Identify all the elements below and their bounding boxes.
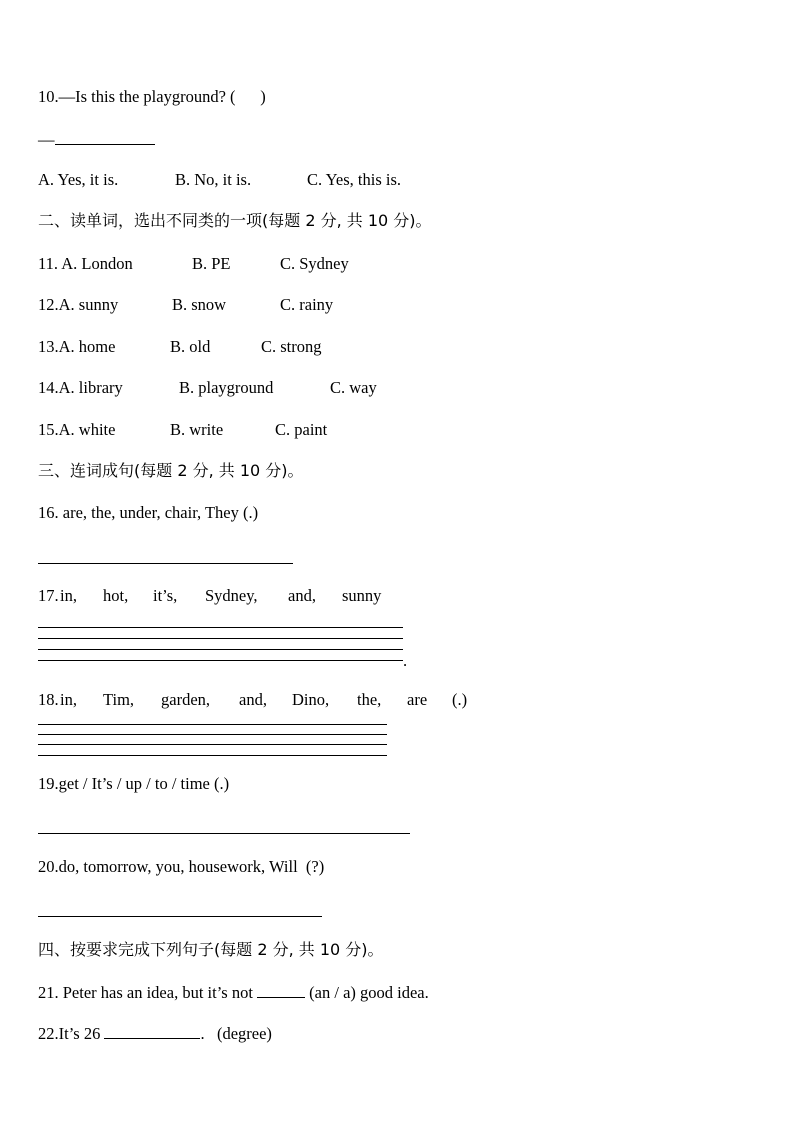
fill-in-blank [257,982,305,998]
question-15-option-c: C. paint [275,420,328,439]
question-17-end-period: . [403,651,408,670]
section-2-heading: 二、读单词，选出不同类的一项(每题 2 分, 共 10 分)。 [38,211,432,230]
question-10-option-a: A. Yes, it is. [38,170,119,189]
question-14 [38,378,123,398]
answer-line [38,638,403,639]
question-17-number: 17. [38,586,59,605]
question-13 [38,337,115,357]
question-11-option-c: C. Sydney [280,254,349,273]
question-22 [38,1023,272,1044]
option-a: A. home [58,337,116,356]
question-17-word: in, [60,586,77,605]
question-18-word: are [407,690,428,709]
option-a: A. sunny [58,295,119,314]
question-22-text-before: 22.It’s 26 [38,1024,105,1043]
answer-line [38,660,403,661]
question-18-number: 18. [38,690,59,709]
question-number: 12. [38,295,59,314]
question-10-answer-line [38,129,155,150]
question-10-stem: 10.—Is this the playground? ( ) [38,87,266,106]
question-22-text-after: . (degree) [200,1024,272,1043]
option-a: A. white [58,420,116,439]
question-18-word: Dino, [292,690,330,709]
question-20: 20.do, tomorrow, you, housework, Will (?) [38,857,325,876]
question-number: 13. [38,337,59,356]
answer-line [38,724,387,725]
option-a: A. London [61,254,133,273]
question-14-option-b: B. playground [179,378,274,397]
answer-line [38,916,322,917]
question-13-option-c: C. strong [261,337,322,356]
answer-line [38,833,410,834]
question-17-word: sunny [342,586,382,605]
question-12 [38,295,118,315]
option-a: A. library [58,378,123,397]
answer-line [38,734,387,735]
question-10-option-c: C. Yes, this is. [307,170,401,189]
answer-dash: — [38,130,55,149]
question-16: 16. are, the, under, chair, They (.) [38,503,259,522]
answer-line [38,649,403,650]
question-13-option-b: B. old [170,337,211,356]
question-21-text-after: (an / a) good idea. [305,983,429,1002]
question-17-word: and, [288,586,316,605]
question-18-word: Tim, [103,690,135,709]
question-15 [38,420,115,440]
question-17-word: Sydney, [205,586,258,605]
question-18-word: in, [60,690,77,709]
question-15-option-b: B. write [170,420,224,439]
question-18-word: garden, [161,690,211,709]
question-12-option-c: C. rainy [280,295,334,314]
question-number: 15. [38,420,59,439]
question-10-option-b: B. No, it is. [175,170,252,189]
question-14-option-c: C. way [330,378,377,397]
question-19: 19.get / It’s / up / to / time (.) [38,774,230,793]
question-18-word: (.) [452,690,468,709]
question-21 [38,982,429,1003]
section-3-heading: 三、连词成句(每题 2 分, 共 10 分)。 [38,461,304,480]
question-18-word: the, [357,690,382,709]
question-17-word: it’s, [153,586,178,605]
answer-line [38,563,293,564]
question-12-option-b: B. snow [172,295,227,314]
fill-in-blank [104,1023,200,1039]
question-11 [38,254,133,274]
question-number: 14. [38,378,59,397]
answer-line [38,755,387,756]
question-21-text-before: 21. Peter has an idea, but it’s not [38,983,258,1002]
answer-line [38,744,387,745]
question-17-word: hot, [103,586,129,605]
section-4-heading: 四、按要求完成下列句子(每题 2 分, 共 10 分)。 [38,940,384,959]
question-11-option-b: B. PE [192,254,231,273]
question-number: 11. [38,254,62,273]
answer-blank [55,129,155,145]
answer-line [38,627,403,628]
question-18-word: and, [239,690,267,709]
